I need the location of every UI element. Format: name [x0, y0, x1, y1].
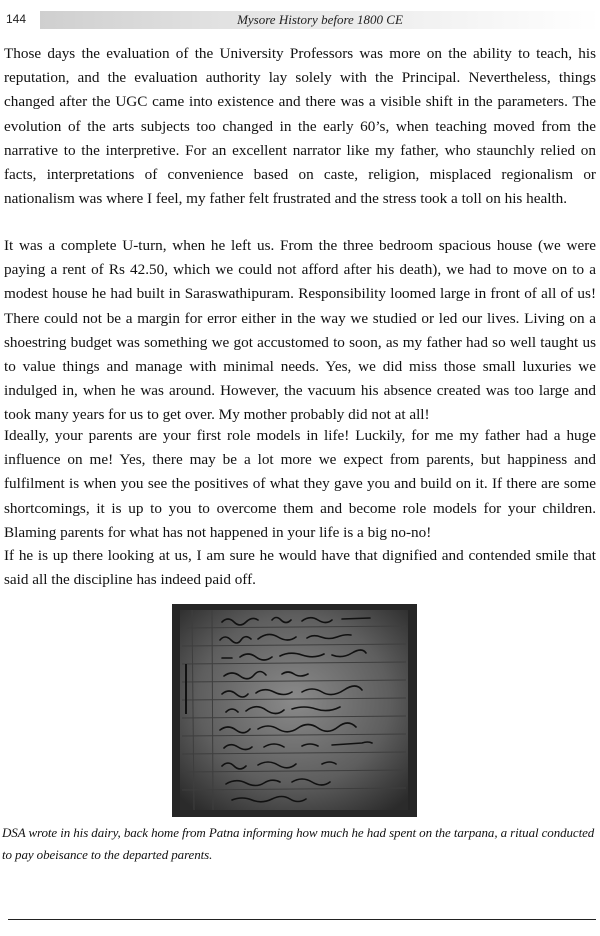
body-paragraph: Ideally, your parents are your first role models in life! Luckily, for me my father had a huge influence on me! Yes, there may be a lot more we expect from parents, but happiness and fulfilment is when you see the positives of what they gave you and build on it. If there are some shortcomings, it is up to you to overcome them and become role models for your children. Blaming parents for what has not happened in your life is a big no-no! — [4, 427, 596, 541]
running-head-title: Mysore History before 1800 CE — [237, 12, 403, 27]
page-number: 144 — [6, 12, 27, 26]
handwritten-diary-image — [172, 604, 417, 817]
body-paragraph: It was a complete U-turn, when he left us. From the three bedroom spacious house (we were paying a rent of Rs 42.50, which we could not afford after his death), we had to move on to a modest house he had built in Saraswathipuram. Responsibility loomed large in front of all of us! There could not be a margin for error either in the way we studied or led our lives. Living on a shoestring budget was something we got accustomed to soon, as my father had so well taught us to value things and manage with minimal needs. Yes, we did miss those small luxuries we indulged in, when he was around. However, the vacuum his absence created was too large and took many years for us to get over. My mother probably did not at all! — [4, 237, 596, 424]
running-head-bar — [40, 11, 600, 29]
body-paragraph: If he is up there looking at us, I am sure he would have that dignified and contended smile that said all the discipline has indeed paid off. — [4, 547, 596, 589]
body-paragraph: Those days the evaluation of the University Professors was more on the ability to teach, his reputation, and the evaluation authority lay solely with the Principal. Nevertheless, things changed after the UGC came into existence and there was a visible shift in the parameters. The evolution of the arts subjects too changed in the early 60’s, when teaching moved from the narrative to the interpretive. For an excellent narrator like my father, who staunchly relied on facts, interpretations of convenience based on caste, religion, misplaced regionalism or nationalism was where I feel, my father felt frustrated and the stress took a toll on his health. — [4, 45, 596, 208]
page-header — [0, 9, 600, 31]
footer-rule — [8, 919, 596, 920]
diary-photo — [172, 604, 417, 817]
figure-caption: DSA wrote in his dairy, back home from Patna informing how much he had spent on the tarpana, a ritual conducted to pay obeisance to the departed parents. — [2, 825, 595, 862]
